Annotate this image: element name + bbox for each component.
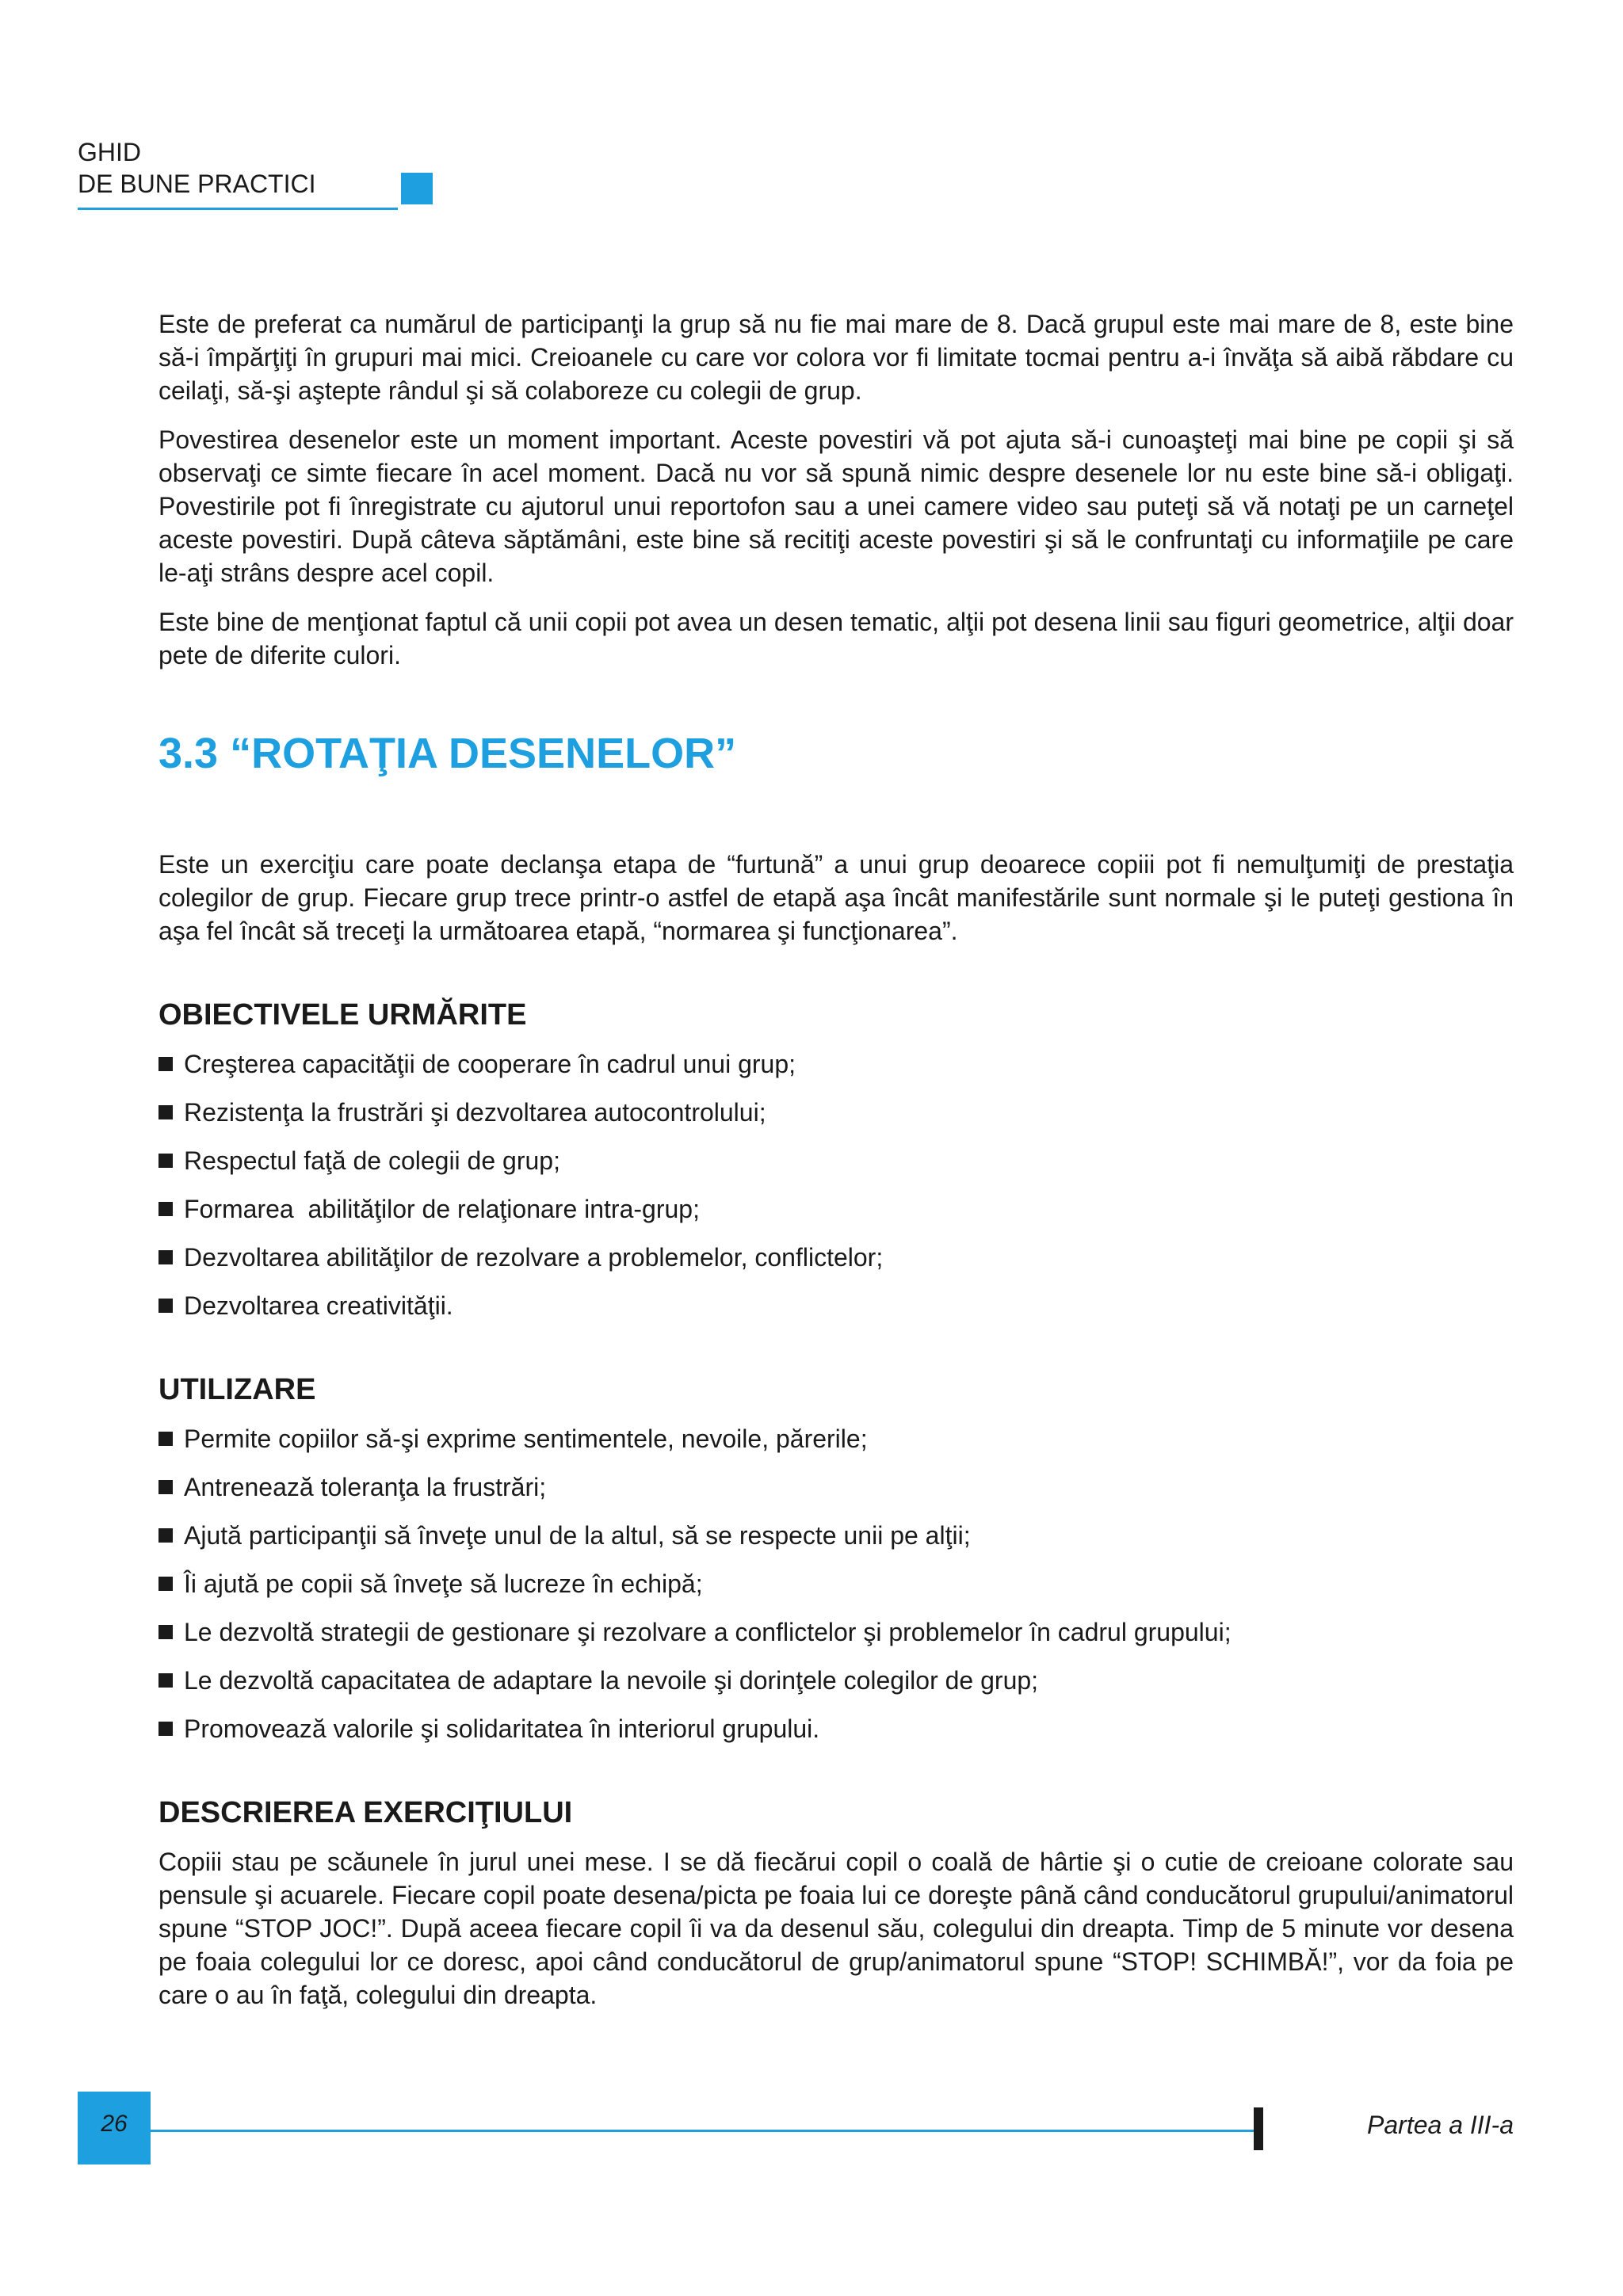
list-item: Creşterea capacităţii de cooperare în cadrul unui grup; (158, 1047, 1514, 1081)
bullet-square-icon (158, 1722, 173, 1736)
intro-paragraph-1: Este de preferat ca numărul de participanţi la grup să nu fie mai mare de 8. Dacă grupul este mai mare de 8, este bine să-i împărţiţi în grupuri mai mici. Creioanele cu care vor colora vor fi limitate tocmai pentru a-i învăţa să aibă răbdare cu ceilaţi, să-şi aştepte rândul şi să colaboreze cu colegii de grup. (158, 310, 1514, 405)
footer-bar-mark (1254, 2107, 1263, 2150)
objectives-heading: OBIECTIVELE URMĂRITE (158, 998, 527, 1032)
list-item: Promovează valorile şi solidaritatea în interiorul grupului. (158, 1712, 1514, 1745)
list-item: Îi ajută pe copii să înveţe să lucreze în echipă; (158, 1567, 1514, 1600)
header-accent-square (401, 173, 433, 204)
description-paragraph: Copiii stau pe scăunele în jurul unei mese. I se dă fiecărui copil o coală de hârtie şi o cutie de creioane colorate sau pensule şi acuarele. Fiecare copil poate desena/picta pe foaia lui ce doreşte până când conducătorul grupului/animatorul spune “STOP JOC!”. După aceea fiecare copil îi va da desenul său, colegului din dreapta. Timp de 5 minute vor desena pe foaia colegului lor ce doresc, apoi când conducătorul de grup/animatorul spune “STOP! SCHIMBĂ!”, vor da foia pe care o au în faţă, colegului din dreapta. (158, 1848, 1514, 2009)
header-line-1: GHID (78, 138, 141, 166)
header-rule (78, 208, 398, 210)
description-heading: DESCRIEREA EXERCIŢIULUI (158, 1796, 573, 1829)
bullet-square-icon (158, 1432, 173, 1446)
list-item: Dezvoltarea creativităţii. (158, 1289, 1514, 1322)
list-item: Formarea abilităţilor de relaţionare intra-grup; (158, 1192, 1514, 1226)
list-item: Antrenează toleranţa la frustrări; (158, 1470, 1514, 1504)
page-number: 26 (101, 2111, 128, 2137)
bullet-square-icon (158, 1202, 173, 1216)
bullet-square-icon (158, 1673, 173, 1688)
list-item: Le dezvoltă capacitatea de adaptare la nevoile şi dorinţele colegilor de grup; (158, 1664, 1514, 1697)
bullet-square-icon (158, 1105, 173, 1119)
intro-paragraph-3: Este bine de menţionat faptul că unii copii pot avea un desen tematic, alţii pot desena linii sau figuri geometrice, alţii doar pete de diferite culori. (158, 608, 1514, 669)
intro-paragraph-2: Povestirea desenelor este un moment important. Aceste povestiri vă pot ajuta să-i cunoaşteţi mai bine pe copii şi să observaţi ce simte fiecare în acel moment. Dacă nu vor să spună nimic despre desenele lor nu este bine să-i obligaţi. Povestirile pot fi înregistrate cu ajutorul unui reportofon sau a unei camere video sau puteţi să vă notaţi pe un carneţel aceste povestiri. După câteva săptămâni, este bine să recitiţi aceste povestiri şi să le confruntaţi cu informaţiile pe care le-aţi strâns despre acel copil. (158, 425, 1514, 587)
section-paragraph: Este un exerciţiu care poate declanşa etapa de “furtună” a unui grup deoarece copiii pot fi nemulţumiţi de prestaţia colegilor de grup. Fiecare grup trece printr-o astfel de etapă aşa încât manifestările sunt normale şi le puteţi gestiona în aşa fel încât să treceţi la următoarea etapă, “normarea şi funcţionarea”. (158, 850, 1514, 945)
bullet-square-icon (158, 1057, 173, 1071)
bullet-square-icon (158, 1299, 173, 1313)
footer-rule (151, 2130, 1254, 2132)
list-item: Dezvoltarea abilităţilor de rezolvare a problemelor, conflictelor; (158, 1241, 1514, 1274)
list-item: Le dezvoltă strategii de gestionare şi rezolvare a conflictelor şi problemelor în cadrul grupului; (158, 1615, 1514, 1649)
section-title: 3.3 “ROTAŢIA DESENELOR” (158, 730, 737, 777)
bullet-square-icon (158, 1577, 173, 1591)
bullet-square-icon (158, 1250, 173, 1264)
bullet-square-icon (158, 1154, 173, 1168)
list-item: Ajută participanţii să înveţe unul de la altul, să se respecte unii pe alţii; (158, 1519, 1514, 1552)
footer-part-label: Partea a III-a (1367, 2111, 1514, 2139)
list-item: Respectul faţă de colegii de grup; (158, 1144, 1514, 1177)
page-content (158, 307, 1514, 2027)
objectives-list (158, 1047, 1514, 1322)
page-number-box (78, 2092, 151, 2164)
bullet-square-icon (158, 1625, 173, 1639)
usage-heading: UTILIZARE (158, 1373, 316, 1406)
usage-list (158, 1422, 1514, 1745)
list-item: Permite copiilor să-şi exprime sentimentele, nevoile, părerile; (158, 1422, 1514, 1455)
header-line-2: DE BUNE PRACTICI (78, 170, 316, 198)
bullet-square-icon (158, 1528, 173, 1543)
bullet-square-icon (158, 1480, 173, 1494)
list-item: Rezistenţa la frustrări şi dezvoltarea autocontrolului; (158, 1096, 1514, 1129)
running-header (78, 136, 315, 200)
